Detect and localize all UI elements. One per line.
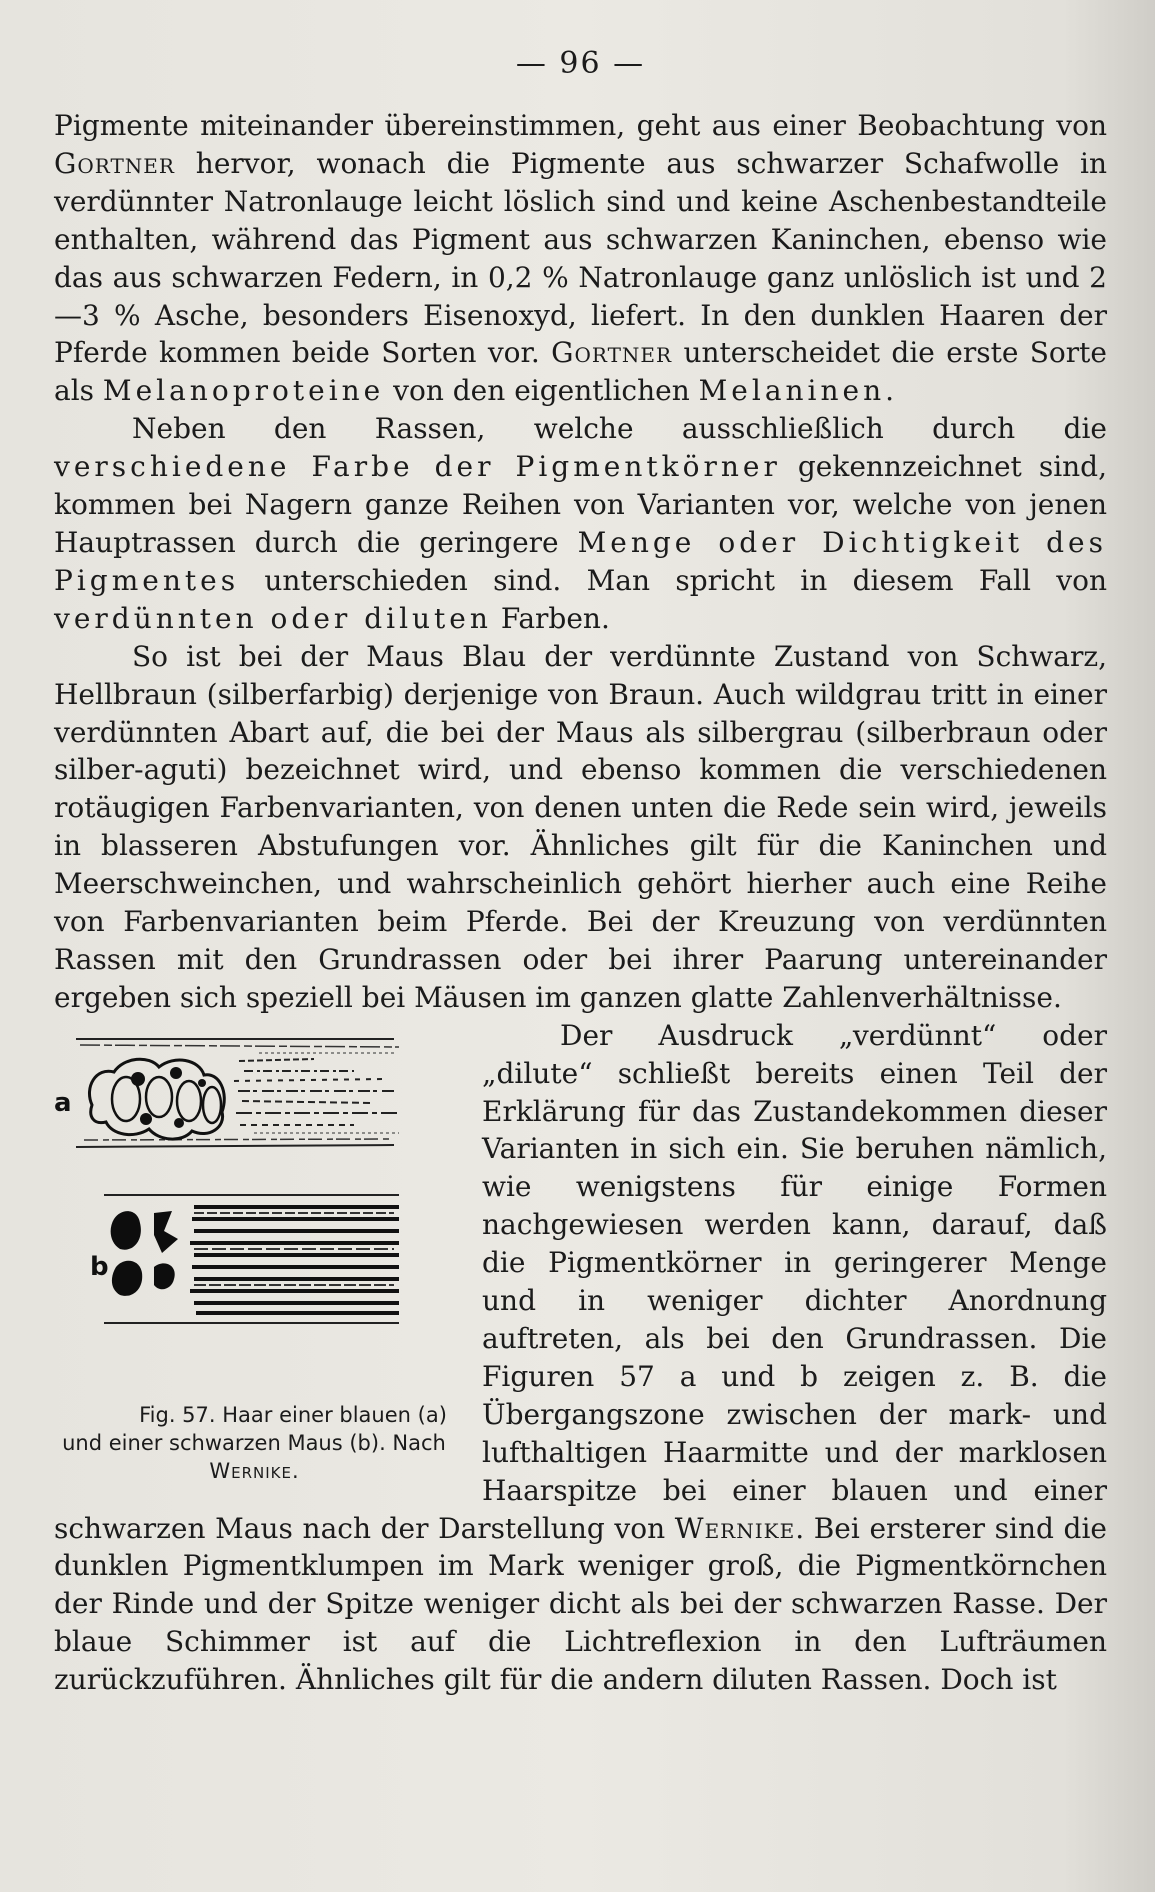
text-run: . [885,374,895,408]
paragraph-1 [54,107,1107,410]
hair-b-drawing [104,1195,399,1323]
paragraph-4 [54,1017,1107,1699]
text-run: von den eigentlichen [384,374,699,408]
caption-author: Wernike [209,1458,292,1483]
text-run: unterscheidet die erste Sorte als [54,336,1107,408]
text-run: Neben den Rassen, welche ausschließlich durch die [132,412,1107,446]
author-name: Gortner [551,336,673,370]
hair-illustration [54,1027,454,1397]
caption-text: Fig. 57. Haar einer blauen (a) und einer schwarzen Maus (b). Nach [62,1402,447,1455]
spaced-term: Melanoproteine [102,374,385,408]
text-run: gekennzeichnet sind, kommen bei Nagern ganze Reihen von Varianten vor, welche von jenen Hauptrassen durch die geringere [54,450,1108,559]
spaced-term: Melaninen [698,374,886,408]
hair-a-drawing [76,1039,399,1147]
author-name: Gortner [54,146,175,180]
text-run: hervor, wonach die Pigmente aus schwarzer Schafwolle in verdünnter Natronlauge leicht löslich sind und keine Aschenbestandteile enthalten, während das Pigment aus schwarzen Kaninchen, ebenso wie das aus schwarzen Federn, in 0,2 % Natronlauge ganz unlöslich ist und 2—3 % Asche, besonders Eisenoxyd, liefert. In den dunklen Haaren der Pferde kommen beide Sorten vor. [54,146,1107,370]
figure-label-b: b [90,1251,109,1282]
figure-57 [54,1027,454,1482]
text-run: Der Ausdruck „verdünnt“ oder „dilute“ schließt bereits einen Teil der Erklärung für das Zustandekommen dieser Varianten in sich ein. Sie beruhen nämlich, wie wenigstens für einige Formen nachgewiesen werden kann, darauf, daß die Pigmentkörner in geringerer Menge und in weniger dichter Anordnung auftreten, als bei den Grundrassen. Die Figuren 57 a und b zeigen z. B. die Übergangszone zwischen der mark- und lufthaltigen Haarmitte und der marklosen Haarspitze bei einer blauen und einer schwarzen Maus nach der Darstellung von [54,1018,1107,1545]
paragraph-2 [54,410,1107,637]
figure-caption [54,1401,454,1485]
author-name: Wernike [674,1511,796,1545]
text-run: unterschieden sind. Man spricht in diesem Fall von [239,563,1107,597]
spaced-term: verschiedene Farbe der Pigmentkörner [54,450,781,484]
text-run: Pigmente miteinander übereinstimmen, geht aus einer Beobachtung von [54,109,1107,142]
spaced-term: Menge oder Dichtigkeit des Pigmentes [54,525,1107,597]
paragraph-3: So ist bei der Maus Blau der verdünnte Zustand von Schwarz, Hellbraun (silberfarbig) derjenige von Braun. Auch wildgrau tritt in einer verdünnten Abart auf, die bei der Maus als silbergrau (silberbraun oder silber-aguti) bezeichnet wird, und ebenso kommen die verschiedenen rotäugigen Farbenvarianten, von denen unten die Rede sein wird, jeweils in blasseren Abstufungen vor. Ähnliches gilt für die Kaninchen und Meerschweinchen, und wahrscheinlich gehört hierher auch eine Reihe von Farbenvarianten beim Pferde. Bei der Kreuzung von verdünnten Rassen mit den Grundrassen oder bei ihrer Paarung untereinander ergeben sich speziell bei Mäusen im ganzen glatte Zahlenverhältnisse. [54,639,1107,1014]
page-number: — 96 — [515,46,646,81]
text-run: . Bei ersterer sind die dunklen Pigmentklumpen im Mark weniger groß, die Pigmentkörnchen der Rinde und der Spitze weniger dicht als bei der schwarzen Rasse. Der blaue Schimmer ist auf die Lichtreflexion in den Lufträumen zurückzuführen. Ähnliches gilt für die andern diluten Rassen. Doch ist [54,1511,1107,1697]
body-text [54,107,1107,1699]
spaced-term: verdünnten oder diluten [54,601,492,635]
caption-text: . [291,1458,299,1483]
text-run: Farben. [491,601,610,635]
figure-label-a: a [54,1087,72,1118]
